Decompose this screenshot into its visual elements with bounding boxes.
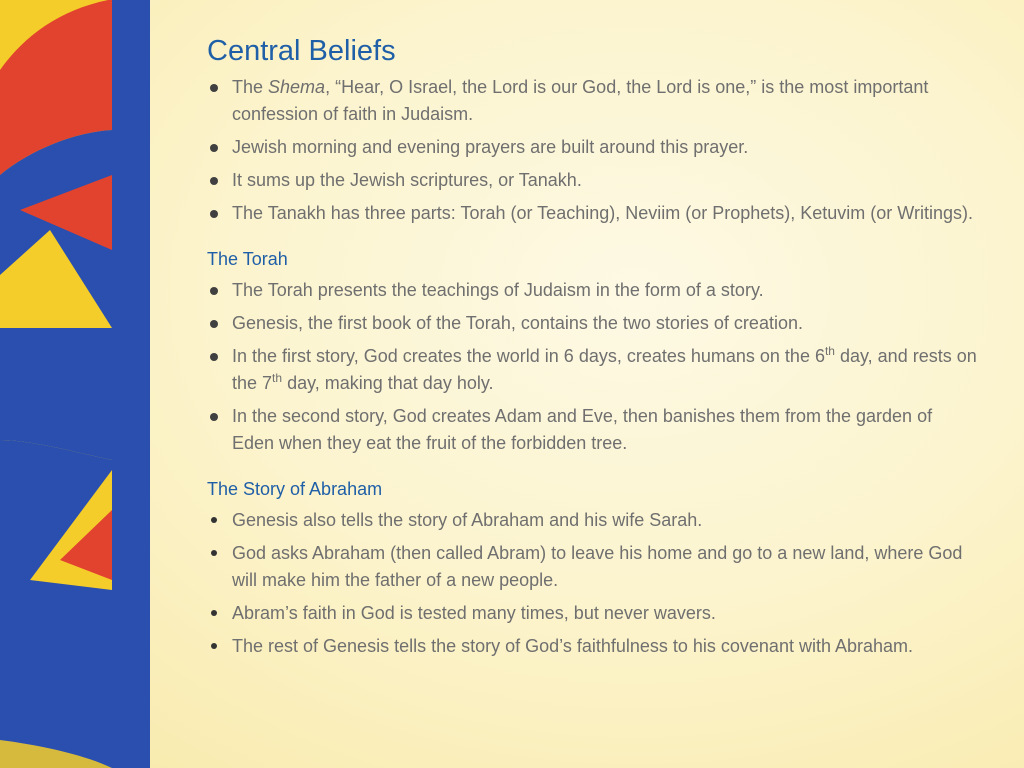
list-item: Genesis also tells the story of Abraham and his wife Sarah.	[207, 507, 977, 534]
ordinal-suffix: th	[824, 344, 835, 358]
ordinal-suffix: th	[272, 371, 283, 385]
bullet-text: , “Hear, O Israel, the Lord is our God, the Lord is one,” is the most important confession of faith in Judaism.	[232, 77, 929, 124]
torah-list	[207, 277, 977, 457]
list-item: The rest of Genesis tells the story of God’s faithfulness to his covenant with Abraham.	[207, 633, 977, 660]
section-heading-torah: The Torah	[207, 249, 288, 269]
section-heading-abraham: The Story of Abraham	[207, 479, 383, 499]
bullet-text: The	[232, 77, 269, 97]
bullet-italic-term: Shema	[268, 77, 326, 97]
list-item	[207, 343, 977, 397]
slide-title: Central Beliefs	[207, 35, 396, 67]
bullet-text: day, making that day holy.	[282, 373, 494, 393]
list-item: Abram’s faith in God is tested many times, but never wavers.	[207, 600, 977, 627]
deco-blue-lower	[0, 440, 112, 768]
list-item: It sums up the Jewish scriptures, or Tanakh.	[207, 167, 977, 194]
bullet-text: In the first story, God creates the world in 6 days, creates humans on the 6	[232, 346, 825, 366]
list-item	[207, 74, 977, 128]
decorative-sidebar-art	[0, 0, 150, 768]
list-item: In the second story, God creates Adam and Eve, then banishes them from the garden of Eden when they eat the fruit of the forbidden tree.	[207, 403, 977, 457]
list-item: The Tanakh has three parts: Torah (or Teaching), Neviim (or Prophets), Ketuvim (or Writings).	[207, 200, 977, 227]
list-item: God asks Abraham (then called Abram) to leave his home and go to a new land, where God will make him the father of a new people.	[207, 540, 977, 594]
slide-content	[207, 32, 977, 666]
bullet-text: day, and rests on the 7	[232, 346, 977, 393]
central-beliefs-list	[207, 74, 977, 227]
list-item: Jewish morning and evening prayers are built around this prayer.	[207, 134, 977, 161]
list-item: The Torah presents the teachings of Judaism in the form of a story.	[207, 277, 977, 304]
abraham-list	[207, 507, 977, 660]
deco-blue-stripe	[112, 0, 150, 768]
list-item: Genesis, the first book of the Torah, contains the two stories of creation.	[207, 310, 977, 337]
